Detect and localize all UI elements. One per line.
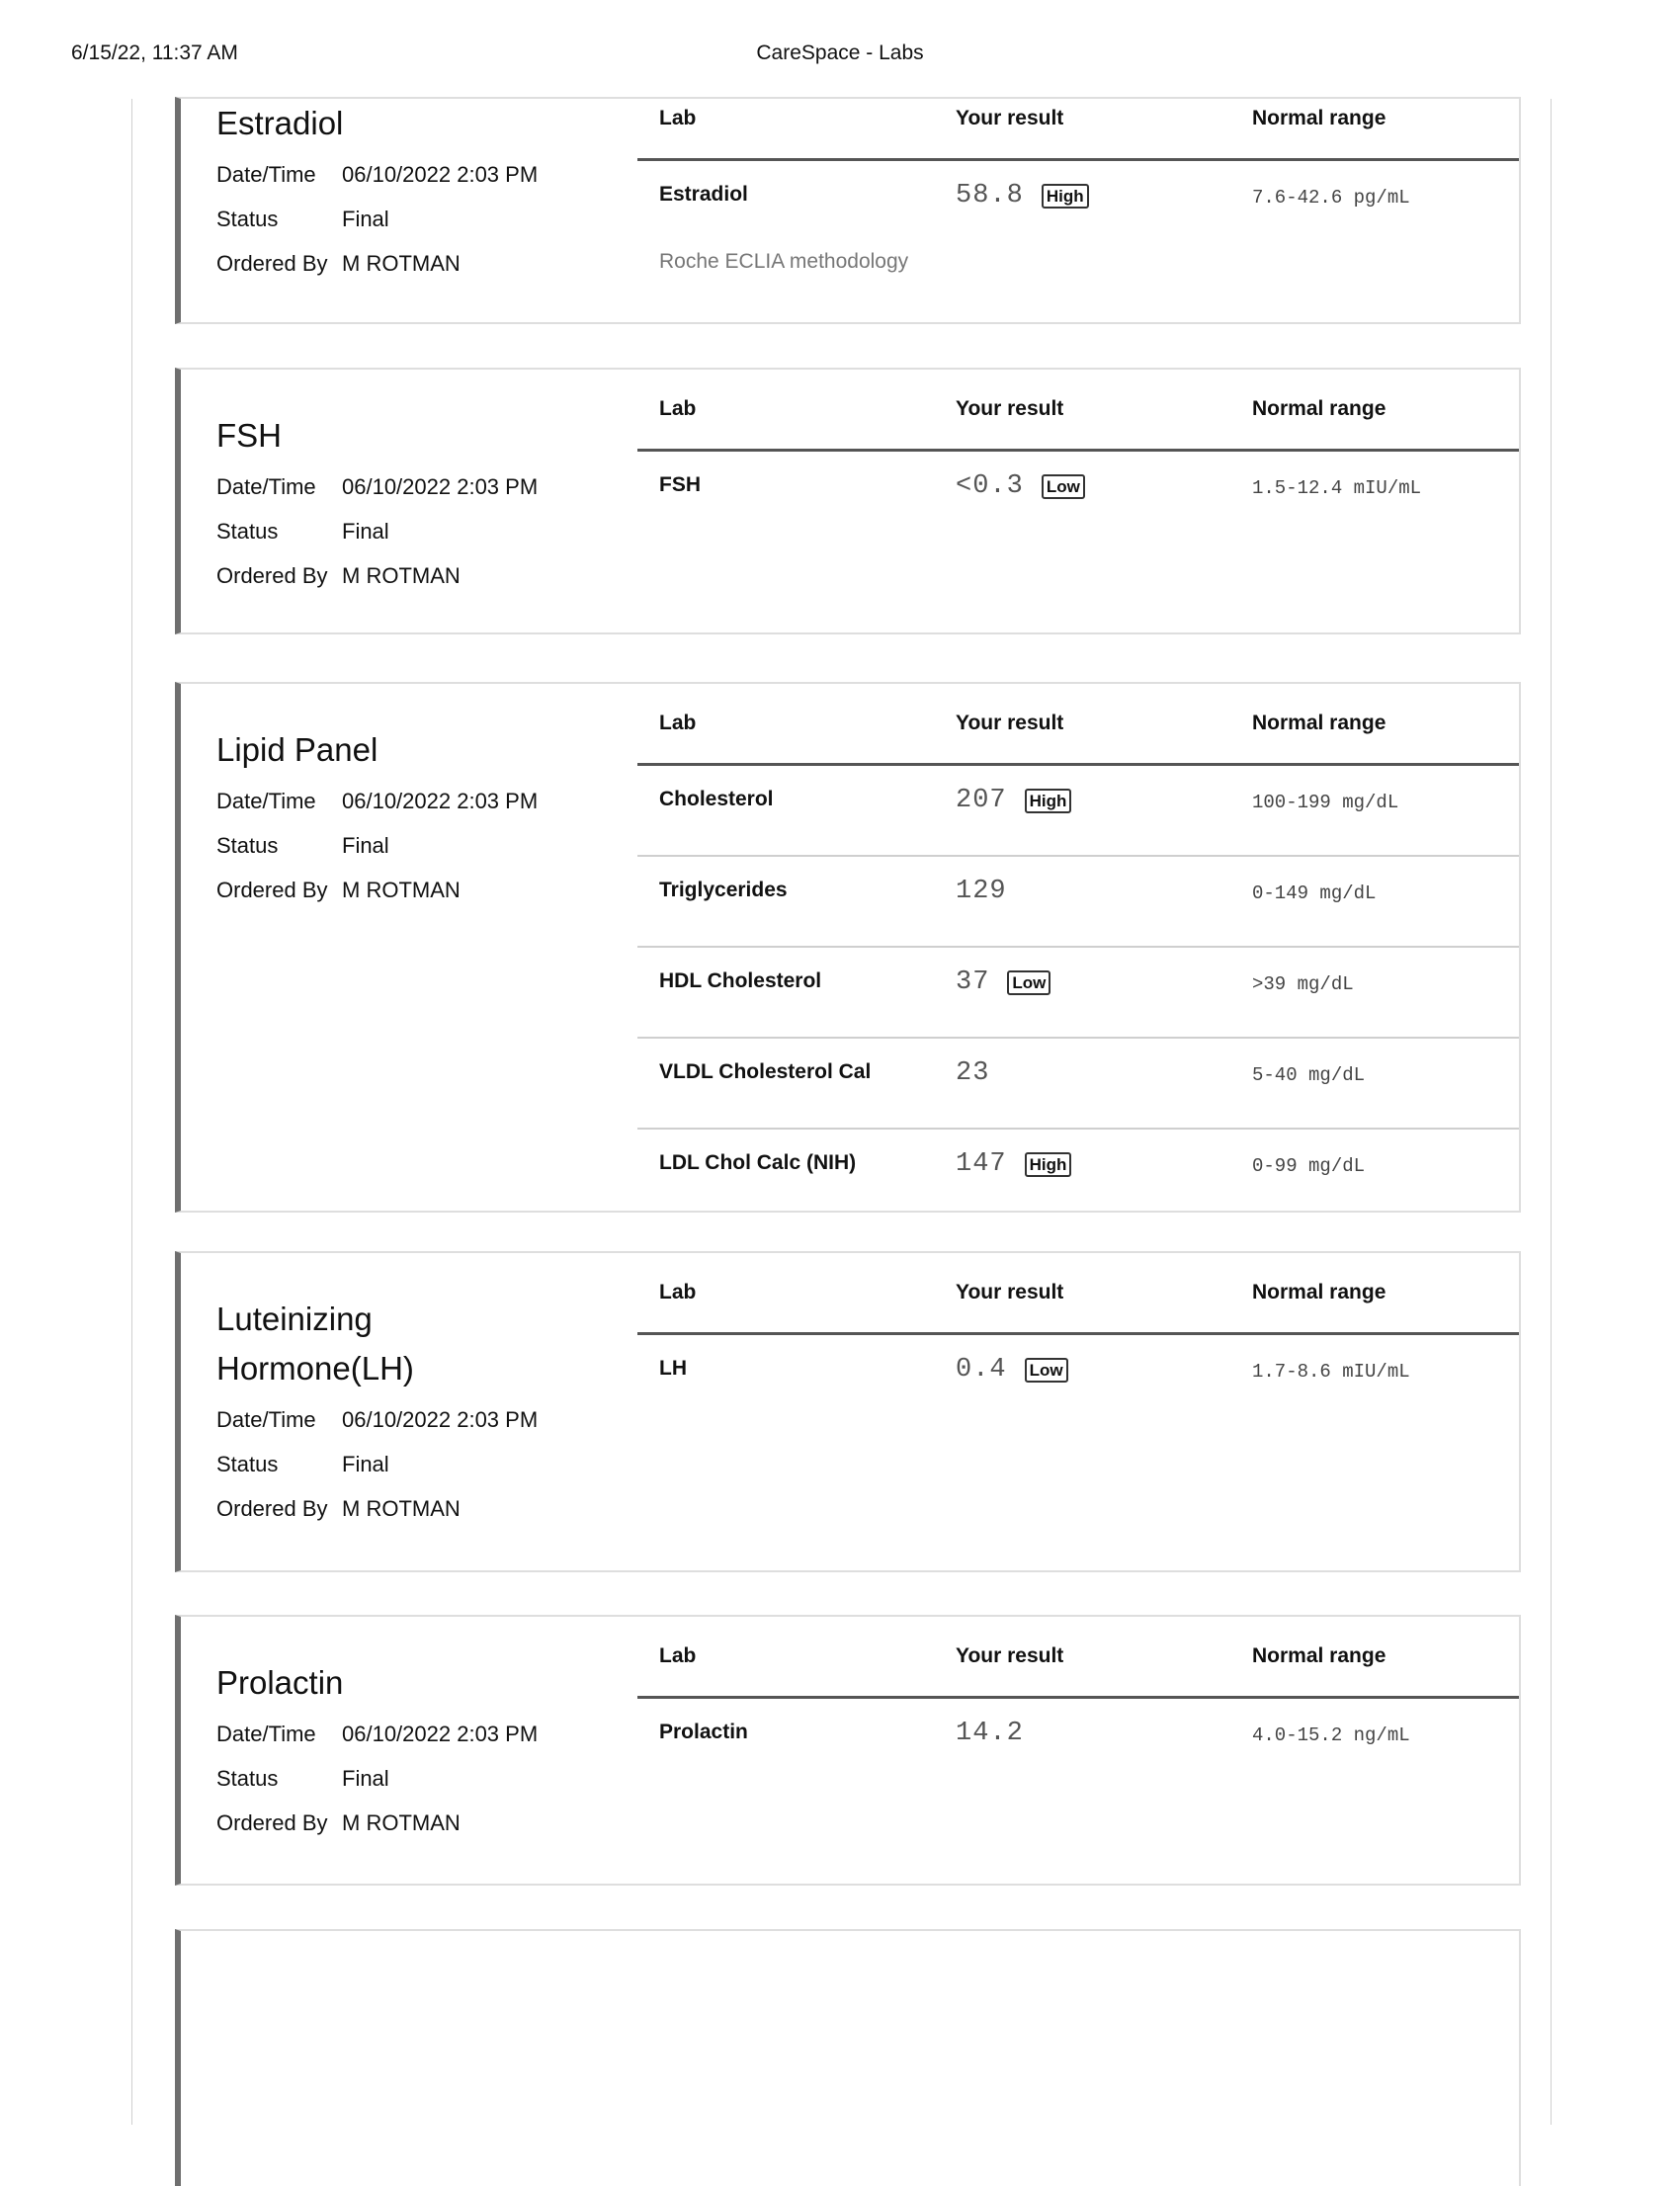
ordered-by-value: M ROTMAN xyxy=(342,250,461,276)
lab-table xyxy=(637,684,1519,1219)
meta-ordered-by xyxy=(216,868,631,912)
ordered-by-label: Ordered By xyxy=(216,877,328,902)
meta-date-time xyxy=(216,779,631,823)
lab-table xyxy=(637,1617,1519,1788)
meta-status xyxy=(216,197,631,241)
lab-card-lipid-panel xyxy=(175,682,1521,1213)
table-header xyxy=(637,79,1519,161)
col-header-lab: Lab xyxy=(659,712,697,734)
meta-ordered-by xyxy=(216,1486,631,1531)
card-info xyxy=(216,99,631,286)
result-value: 23 xyxy=(956,1058,990,1088)
date-time-label: Date/Time xyxy=(216,473,316,499)
result xyxy=(956,181,1089,210)
col-header-result: Your result xyxy=(956,712,1064,734)
col-header-lab: Lab xyxy=(659,1281,697,1303)
meta-date-time xyxy=(216,464,631,509)
table-row xyxy=(637,161,1519,309)
date-time-label: Date/Time xyxy=(216,1406,316,1432)
lab-name: Estradiol xyxy=(659,183,748,206)
col-header-result: Your result xyxy=(956,1281,1064,1303)
high-flag-badge: High xyxy=(1025,789,1072,813)
ordered-by-value: M ROTMAN xyxy=(342,1495,461,1521)
print-datetime: 6/15/22, 11:37 AM xyxy=(71,42,238,64)
card-info xyxy=(216,1658,631,1845)
normal-range: 1.7-8.6 mIU/mL xyxy=(1252,1361,1410,1383)
card-title xyxy=(216,1295,631,1393)
lab-name: Cholesterol xyxy=(659,788,774,810)
lab-name: LDL Chol Calc (NIH) xyxy=(659,1151,857,1174)
table-header xyxy=(637,684,1519,766)
table-header xyxy=(637,1253,1519,1335)
normal-range: 4.0-15.2 ng/mL xyxy=(1252,1724,1410,1746)
table-row xyxy=(637,1699,1519,1788)
normal-range: 1.5-12.4 mIU/mL xyxy=(1252,477,1422,499)
result-value: 129 xyxy=(956,877,1007,906)
ordered-by-value: M ROTMAN xyxy=(342,562,461,588)
status-label: Status xyxy=(216,832,279,858)
result xyxy=(956,1719,1024,1748)
col-header-range: Normal range xyxy=(1252,107,1386,129)
card-info xyxy=(216,725,631,912)
table-row xyxy=(637,857,1519,948)
table-row xyxy=(637,1130,1519,1219)
col-header-range: Normal range xyxy=(1252,1644,1386,1667)
lab-card-prolactin xyxy=(175,1615,1521,1886)
card-title: Lipid Panel xyxy=(216,731,378,768)
col-header-lab: Lab xyxy=(659,107,697,129)
result-value: <0.3 xyxy=(956,471,1024,501)
card-title-line1: Luteinizing xyxy=(216,1301,373,1337)
result-value: 207 xyxy=(956,786,1007,815)
meta-date-time xyxy=(216,152,631,197)
low-flag-badge: Low xyxy=(1025,1358,1068,1383)
status-label: Status xyxy=(216,1765,279,1791)
card-title: FSH xyxy=(216,417,282,454)
date-time-value: 06/10/2022 2:03 PM xyxy=(342,1406,539,1432)
result xyxy=(956,1058,989,1088)
meta-ordered-by xyxy=(216,241,631,286)
table-row xyxy=(637,1335,1519,1424)
page-frame-left xyxy=(131,99,132,2125)
status-value: Final xyxy=(342,518,389,544)
table-header xyxy=(637,1617,1519,1699)
lab-name: FSH xyxy=(659,473,701,496)
lab-name: HDL Cholesterol xyxy=(659,969,822,992)
normal-range: 5-40 mg/dL xyxy=(1252,1064,1366,1086)
col-header-range: Normal range xyxy=(1252,712,1386,734)
lab-note: Roche ECLIA methodology xyxy=(659,250,909,273)
card-title: Estradiol xyxy=(216,105,344,141)
normal-range: >39 mg/dL xyxy=(1252,973,1354,995)
table-header xyxy=(637,370,1519,452)
lab-table xyxy=(637,79,1519,309)
col-header-result: Your result xyxy=(956,1644,1064,1667)
normal-range: 0-99 mg/dL xyxy=(1252,1155,1366,1177)
date-time-value: 06/10/2022 2:03 PM xyxy=(342,788,539,813)
lab-card-partial xyxy=(175,1929,1521,2186)
low-flag-badge: Low xyxy=(1042,474,1085,499)
status-label: Status xyxy=(216,206,279,231)
lab-card-luteinizing-hormone xyxy=(175,1251,1521,1572)
ordered-by-label: Ordered By xyxy=(216,1809,328,1835)
col-header-range: Normal range xyxy=(1252,1281,1386,1303)
ordered-by-label: Ordered By xyxy=(216,562,328,588)
lab-card-fsh xyxy=(175,368,1521,634)
status-label: Status xyxy=(216,518,279,544)
col-header-lab: Lab xyxy=(659,1644,697,1667)
lab-table xyxy=(637,1253,1519,1424)
date-time-label: Date/Time xyxy=(216,1721,316,1746)
lab-name: Triglycerides xyxy=(659,879,788,901)
result-value: 14.2 xyxy=(956,1719,1024,1748)
ordered-by-value: M ROTMAN xyxy=(342,877,461,902)
result xyxy=(956,1355,1068,1385)
status-value: Final xyxy=(342,1765,389,1791)
ordered-by-label: Ordered By xyxy=(216,1495,328,1521)
lab-card-estradiol xyxy=(175,97,1521,324)
meta-date-time xyxy=(216,1712,631,1756)
status-value: Final xyxy=(342,206,389,231)
result xyxy=(956,471,1085,501)
col-header-result: Your result xyxy=(956,397,1064,420)
date-time-value: 06/10/2022 2:03 PM xyxy=(342,1721,539,1746)
high-flag-badge: High xyxy=(1042,184,1089,209)
result xyxy=(956,1149,1071,1179)
table-row xyxy=(637,766,1519,857)
lab-name: Prolactin xyxy=(659,1721,748,1743)
date-time-value: 06/10/2022 2:03 PM xyxy=(342,473,539,499)
ordered-by-value: M ROTMAN xyxy=(342,1809,461,1835)
card-title-line2: Hormone(LH) xyxy=(216,1350,414,1387)
lab-name: LH xyxy=(659,1357,687,1380)
result xyxy=(956,967,1050,997)
meta-status xyxy=(216,1756,631,1801)
result-value: 58.8 xyxy=(956,181,1024,210)
meta-status xyxy=(216,823,631,868)
card-info xyxy=(216,411,631,598)
page-title: CareSpace - Labs xyxy=(756,42,924,64)
lab-name: VLDL Cholesterol Cal xyxy=(659,1060,872,1083)
meta-status xyxy=(216,509,631,553)
page-frame-right xyxy=(1551,99,1552,2125)
col-header-range: Normal range xyxy=(1252,397,1386,420)
high-flag-badge: High xyxy=(1025,1152,1072,1177)
date-time-label: Date/Time xyxy=(216,788,316,813)
meta-status xyxy=(216,1442,631,1486)
result-value: 147 xyxy=(956,1149,1007,1179)
normal-range: 0-149 mg/dL xyxy=(1252,883,1377,904)
card-info xyxy=(216,1295,631,1531)
table-row xyxy=(637,1039,1519,1130)
table-row xyxy=(637,452,1519,541)
result xyxy=(956,786,1071,815)
normal-range: 7.6-42.6 pg/mL xyxy=(1252,187,1410,209)
status-label: Status xyxy=(216,1451,279,1476)
meta-ordered-by xyxy=(216,1801,631,1845)
table-row xyxy=(637,948,1519,1039)
card-title: Prolactin xyxy=(216,1664,344,1701)
date-time-label: Date/Time xyxy=(216,161,316,187)
status-value: Final xyxy=(342,832,389,858)
status-value: Final xyxy=(342,1451,389,1476)
result-value: 37 xyxy=(956,967,990,997)
page-header xyxy=(0,38,1680,67)
col-header-result: Your result xyxy=(956,107,1064,129)
result-value: 0.4 xyxy=(956,1355,1007,1385)
date-time-value: 06/10/2022 2:03 PM xyxy=(342,161,539,187)
col-header-lab: Lab xyxy=(659,397,697,420)
meta-date-time xyxy=(216,1397,631,1442)
low-flag-badge: Low xyxy=(1007,970,1050,995)
result xyxy=(956,877,1007,906)
lab-table xyxy=(637,370,1519,541)
ordered-by-label: Ordered By xyxy=(216,250,328,276)
normal-range: 100-199 mg/dL xyxy=(1252,792,1399,813)
meta-ordered-by xyxy=(216,553,631,598)
